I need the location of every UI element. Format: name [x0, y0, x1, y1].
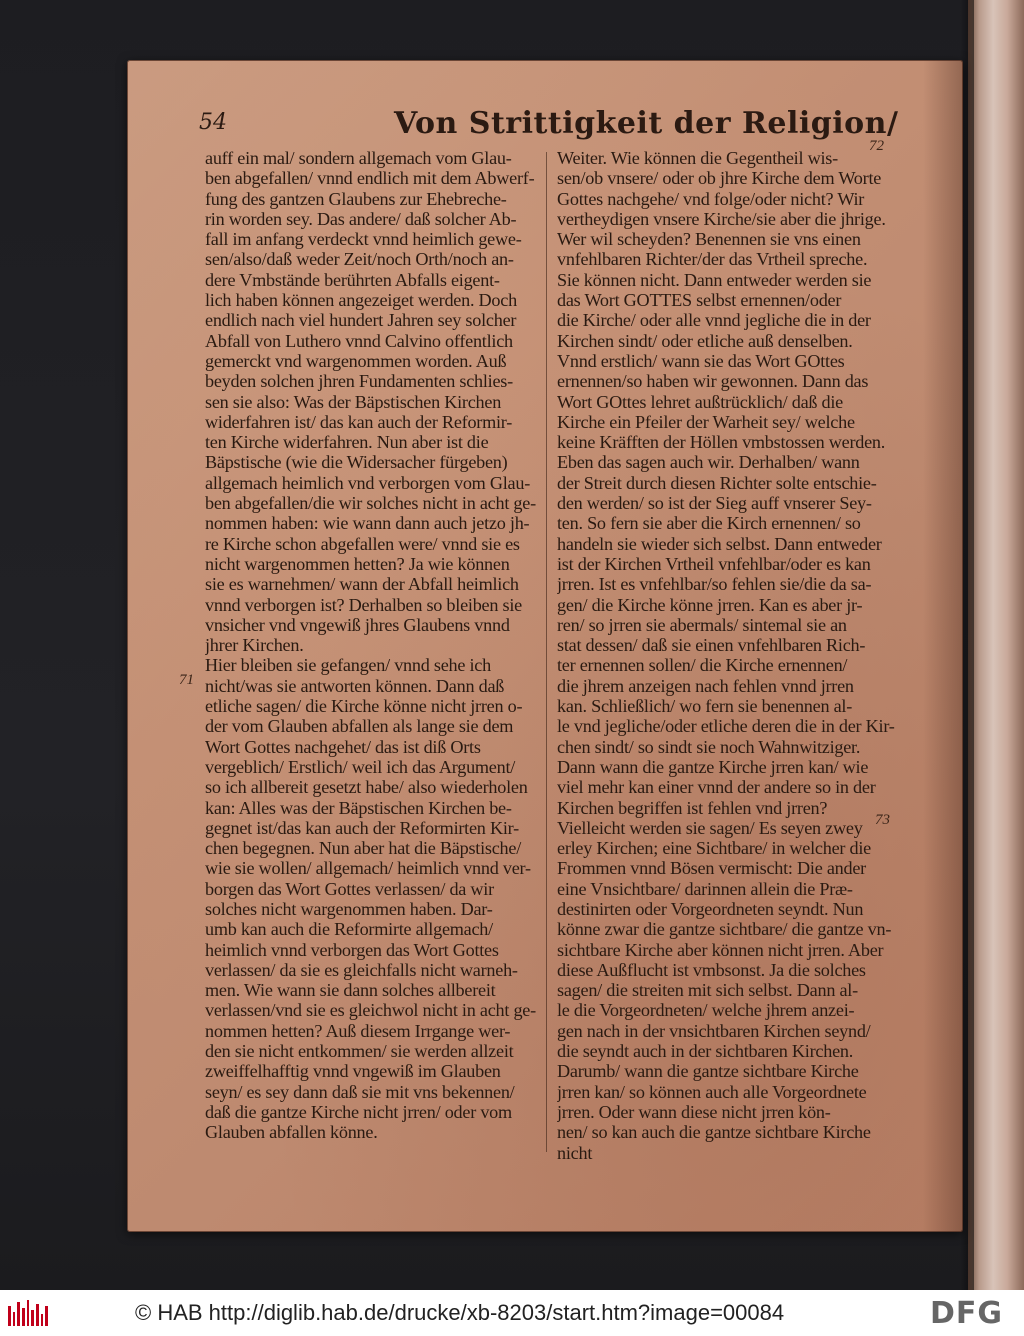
left-column-line: ben abgefallen/ vnnd endlich mit dem Abwerf-: [205, 168, 535, 189]
dfg-logo: DFG: [930, 1296, 1004, 1331]
right-column-line: jrren kan/ so können auch alle Vorgeordnete: [557, 1081, 867, 1102]
right-column-line: jrren. Ist es vnfehlbar/so fehlen sie/die da sa-: [557, 574, 872, 595]
right-column-line: Wer wil scheyden? Benennen sie vns einen: [557, 229, 861, 250]
left-column-line: kan: Alles was der Bäpstischen Kirchen be-: [205, 797, 512, 818]
right-column-line: nen/ so kan auch die gantze sichtbare Kirche: [557, 1122, 871, 1143]
right-column-line: le die Vorgeordneten/ welche jhrem anzei-: [557, 1000, 855, 1021]
source-credit-link[interactable]: © HAB http://diglib.hab.de/drucke/xb-8203/start.htm?image=00084: [135, 1300, 785, 1325]
left-column-line: widerfahren ist/ das kan auch der Reformir-: [205, 411, 513, 432]
footer-bar: [0, 1290, 1024, 1336]
right-column-line: Kirche ein Pfeiler der Warheit sey/ welche: [557, 411, 855, 432]
left-column-line: sen sie also: Was der Bäpstischen Kirchen: [205, 391, 502, 412]
right-column-line: diese Außflucht ist vmbsonst. Ja die solches: [557, 959, 866, 980]
left-column-line: vnsicher vnd vngewiß jhres Glaubens vnnd: [205, 614, 510, 635]
right-column-line: viel mehr kan einer vnnd der andere so in der: [557, 777, 876, 798]
left-column-line: der vom Glauben abfallen als lange sie dem: [205, 716, 514, 737]
left-column-line: verlassen/ da sie es gleichfalls nicht warneh-: [205, 959, 518, 980]
left-column-line: Hier bleiben sie gefangen/ vnnd sehe ich: [205, 655, 491, 676]
right-column-line: ten. So fern sie aber die Kirch ernennen/ so: [557, 513, 861, 534]
left-column-line: umb kan auch die Reformirte allgemach/: [205, 919, 493, 940]
left-column-line: Bäpstische (wie die Widersacher fürgeben): [205, 452, 508, 473]
left-column-line: nicht wargenommen hetten? Ja wie können: [205, 553, 510, 574]
left-column-line: Glauben abfallen könne.: [205, 1122, 378, 1143]
book-edge: [968, 0, 1024, 1290]
left-column-line: ten Kirche widerfahren. Nun aber ist die: [205, 432, 489, 453]
right-column-line: sagen/ die streiten mit sich selbst. Dann al-: [557, 980, 858, 1001]
right-column-line: Kirchen sindt/ oder etliche auß denselben.: [557, 330, 853, 351]
right-column-line: keine Kräfften der Höllen vmbstossen werden.: [557, 432, 886, 453]
right-column-line: erley Kirchen; eine Sichtbare/ in welcher die: [557, 838, 871, 859]
right-column-line: stat dessen/ daß sie einen vnfehlbaren Rich-: [557, 635, 866, 656]
left-column-line: vnnd verborgen ist? Derhalben so bleiben sie: [205, 594, 522, 615]
right-column-line: ter ernennen sollen/ die Kirche ernennen/: [557, 655, 848, 676]
column-divider: [546, 152, 547, 1152]
hab-barcode-logo-icon: [8, 1300, 48, 1326]
right-column-line: vnfehlbaren Richter/der das Vrtheil spreche.: [557, 249, 868, 270]
margin-note-72: 72: [869, 138, 884, 154]
left-column-line: fung des gantzen Glaubens zur Ehebreche-: [205, 188, 507, 209]
left-column-line: chen begegnen. Nun aber hat die Bäpstische/: [205, 838, 522, 859]
right-column-line: die jhrem anzeigen nach fehlen vnnd jrren: [557, 675, 854, 696]
right-column-line: die seyndt auch in der sichtbaren Kirchen.: [557, 1041, 854, 1062]
right-column-line: Gottes nachgehe/ vnd folge/oder nicht? Wir: [557, 188, 865, 209]
right-column-line: Eben das sagen auch wir. Derhalben/ wann: [557, 452, 860, 473]
left-column-line: auff ein mal/ sondern allgemach vom Glau-: [205, 148, 512, 168]
right-column-line: Sie können nicht. Dann entweder werden sie: [557, 269, 872, 290]
right-column-line: jrren. Oder wann diese nicht jrren kön-: [557, 1101, 831, 1122]
left-column-line: re Kirche schon abgefallen were/ vnnd sie es: [205, 533, 520, 554]
left-column-line: jhrer Kirchen.: [205, 635, 304, 656]
right-column-line: Frommen vnnd Bösen vermischt: Die ander: [557, 858, 866, 879]
right-column-line: vertheydigen vnsere Kirche/sie aber die jhrige.: [557, 208, 886, 229]
left-column-line: vergeblich/ Erstlich/ weil ich das Argument/: [205, 756, 516, 777]
right-column-line: eine Vnsichtbare/ darinnen allein die Præ-: [557, 878, 853, 899]
left-column-line: ben abgefallen/die wir solches nicht in acht ge-: [205, 493, 536, 514]
left-column-line: seyn/ es sey dann daß sie mit vns bekennen/: [205, 1081, 515, 1102]
running-title: Von Strittigkeit der Religion/: [394, 106, 899, 141]
left-column-line: fall im anfang verdeckt vnnd heimlich gewe-: [205, 229, 522, 250]
page-header: [199, 106, 899, 146]
right-column-line: sichtbare Kirche aber können nicht jrren. Aber: [557, 939, 884, 960]
right-column-line: kan. Schließlich/ wo fern sie benennen al-: [557, 696, 853, 717]
margin-note-73: 73: [875, 812, 890, 828]
book-page: [127, 60, 963, 1232]
right-column-line: ernennen/so haben wir gewonnen. Dann das: [557, 371, 869, 392]
left-column-line: dere Vmbstände berührten Abfalls eigent-: [205, 269, 500, 290]
left-column-line: solches nicht wargenommen haben. Dar-: [205, 898, 493, 919]
left-column-line: beyden solchen jhren Fundamenten schlies-: [205, 371, 513, 392]
left-column-line: nicht/was sie antworten können. Dann daß: [205, 675, 505, 696]
left-column-line: gegnet ist/das kan auch der Reformirten Kir-: [205, 817, 519, 838]
right-column-line: Weiter. Wie können die Gegentheil wis-: [557, 148, 838, 168]
left-column-line: wie sie wollen/ allgemach/ heimlich vnnd ver-: [205, 858, 531, 879]
left-column-line: Abfall von Luthero vnnd Calvino offentlich: [205, 330, 513, 351]
left-column-line: lich haben können angezeiget werden. Doch: [205, 290, 517, 311]
right-text-column: [557, 148, 899, 1163]
left-column-line: nommen haben: wie wann dann auch jetzo jh-: [205, 513, 530, 534]
left-column-line: Wort Gottes nachgehet/ das ist diß Orts: [205, 736, 481, 757]
right-column-line: gen/ die Kirche könne jrren. Kan es aber jr-: [557, 594, 863, 615]
right-column-line: das Wort GOTTES selbst ernennen/oder: [557, 290, 842, 311]
right-column-line: die Kirche/ oder alle vnnd jegliche die in der: [557, 310, 871, 331]
right-column-line: gen nach in der vnsichtbaren Kirchen seynd/: [557, 1020, 871, 1041]
left-column-line: nommen hetten? Auß diesem Irrgange wer-: [205, 1020, 511, 1041]
left-column-line: verlassen/vnd sie es gleichwol nicht in acht ge-: [205, 1000, 536, 1021]
right-column-line: den werden/ so ist der Sieg auff vnserer Sey-: [557, 493, 872, 514]
right-column-line: Vielleicht werden sie sagen/ Es seyen zwey: [557, 817, 863, 838]
left-column-line: sie es warnehmen/ wann der Abfall heimlich: [205, 574, 519, 595]
left-column-line: heimlich vnnd verborgen das Wort Gottes: [205, 939, 499, 960]
right-column-line: handeln sie wieder sich selbst. Dann entweder: [557, 533, 882, 554]
right-column-line: nicht: [557, 1142, 593, 1163]
left-column-line: so ich allbereit gesetzt habe/ also wiederholen: [205, 777, 528, 798]
left-column-line: den sie nicht entkommen/ sie werden allzeit: [205, 1041, 514, 1062]
right-column-line: der Streit durch diesen Richter solte entschie-: [557, 472, 877, 493]
page-number: 54: [199, 110, 227, 135]
left-column-line: men. Wie wann sie dann solches allbereit: [205, 980, 496, 1001]
right-column-line: Kirchen begriffen ist fehlen vnd jrren?: [557, 797, 828, 818]
left-column-line: rin worden sey. Das andere/ daß solcher Ab-: [205, 208, 517, 229]
left-column-line: allgemach heimlich vnd verborgen vom Glau-: [205, 472, 531, 493]
left-column-line: daß die gantze Kirche nicht jrren/ oder vom: [205, 1101, 512, 1122]
right-column-line: sen/ob vnsere/ oder ob jhre Kirche dem Worte: [557, 168, 882, 189]
left-column-line: gemerckt vnd wargenommen worden. Auß: [205, 350, 507, 371]
right-column-line: ist der Kirchen Vrtheil vnfehlbar/oder es kan: [557, 553, 871, 574]
right-column-line: chen sindt/ so sindt sie noch Wahnwitziger.: [557, 736, 861, 757]
right-column-line: Vnnd erstlich/ wann sie das Wort GOttes: [557, 350, 845, 371]
right-column-line: Dann wann die gantze Kirche jrren kan/ wie: [557, 756, 869, 777]
right-column-line: Darumb/ wann die gantze sichtbare Kirche: [557, 1061, 859, 1082]
right-column-line: ren/ so jrren sie abermals/ sintemal sie an: [557, 614, 847, 635]
left-column-line: borgen das Wort Gottes verlassen/ da wir: [205, 878, 494, 899]
left-column-line: sen/also/daß weder Zeit/noch Orth/noch an-: [205, 249, 514, 270]
left-column-line: etliche sagen/ die Kirche könne nicht jrren o-: [205, 696, 523, 717]
right-column-line: le vnd jegliche/oder etliche deren die in der Kir-: [557, 716, 895, 737]
left-text-column: [205, 148, 545, 1143]
page-gutter-shadow: [923, 60, 963, 1232]
left-column-line: zweiffelhafftig vnnd vngewiß im Glauben: [205, 1061, 501, 1082]
right-column-line: könne zwar die gantze sichtbare/ die gantze vn-: [557, 919, 892, 940]
right-column-line: destinirten oder Vorgeordneten seyndt. Nun: [557, 898, 864, 919]
right-column-line: Wort GOttes lehret außtrücklich/ daß die: [557, 391, 844, 412]
left-column-line: endlich nach viel hundert Jahren sey solcher: [205, 310, 517, 331]
margin-note-71: 71: [179, 672, 194, 688]
